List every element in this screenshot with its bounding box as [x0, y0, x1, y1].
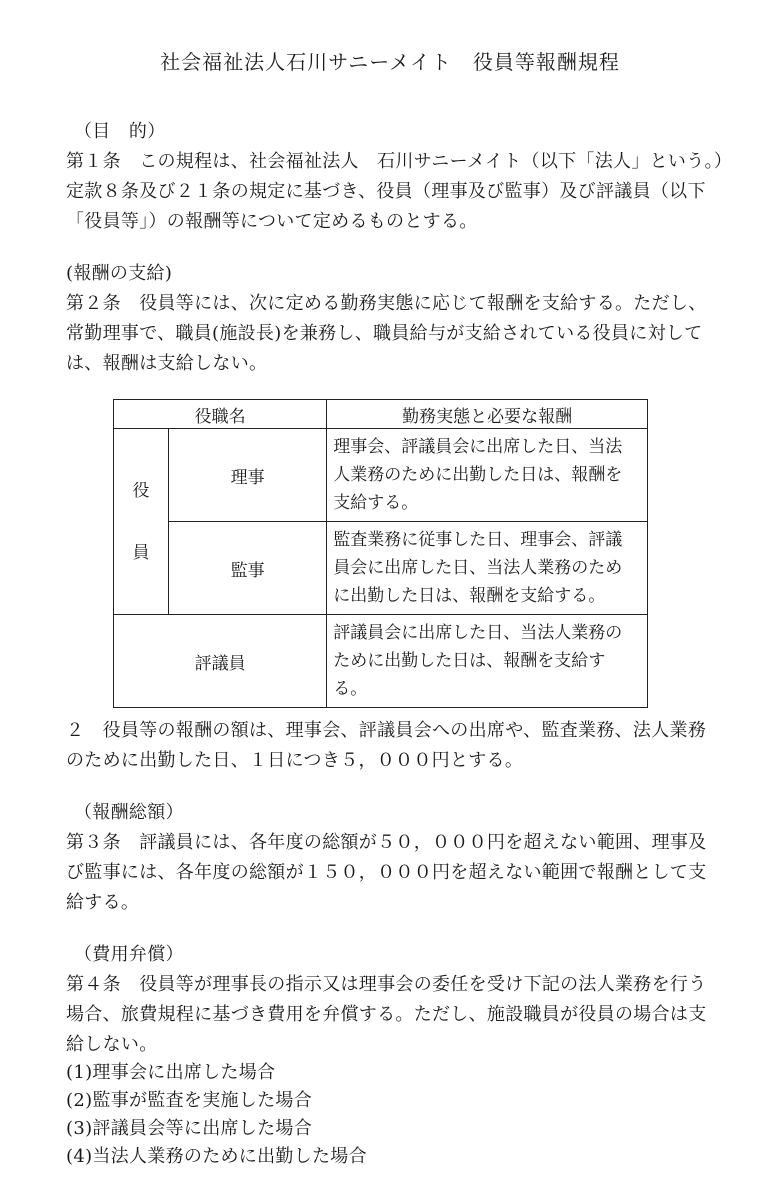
- table-desc-cell: [327, 615, 648, 708]
- remuneration-table: [113, 399, 648, 708]
- article-2-para2-line: ２ 役員等の報酬の額は、理事会、評議員会への出席や、監査業務、法人業務: [66, 720, 707, 741]
- article-1-line: 定款８条及び２１条の規定に基づき、役員（理事及び監事）及び評議員（以下: [66, 181, 706, 202]
- desc-line: 員会に出席した日、当法人業務のため: [333, 558, 623, 578]
- group-char: 役: [132, 480, 150, 501]
- article-1-line: 第１条 この規程は、社会福祉法人 石川サニーメイト（以下「法人」という。）: [66, 151, 733, 172]
- desc-line: 評議員会に出席した日、当法人業務の: [333, 623, 623, 643]
- article-3-line: び監事には、各年度の総額が１５０，０００円を超えない範囲で報酬として支: [66, 862, 707, 883]
- table-group-officers: [114, 429, 169, 615]
- group-char: 員: [132, 542, 150, 563]
- desc-line: ために出勤した日は、報酬を支給す: [333, 651, 606, 671]
- list-item: (1)理事会に出席した場合: [66, 1062, 276, 1083]
- table-header-position: 役職名: [114, 400, 327, 429]
- table-desc-cell: [327, 522, 648, 615]
- article-3-heading: （報酬総額）: [74, 802, 184, 823]
- table-role-cell: 理事: [169, 429, 327, 522]
- article-2-line: は、報酬は支給しない。: [66, 353, 268, 374]
- article-3-line: 第３条 評議員には、各年度の総額が５０，０００円を超えない範囲、理事及: [66, 832, 707, 853]
- article-2-para2-line: のために出勤した日、１日につき５，０００円とする。: [66, 750, 524, 771]
- article-4-line: 第４条 役員等が理事長の指示又は理事会の委任を受け下記の法人業務を行う: [66, 974, 707, 995]
- article-2-heading: (報酬の支給): [66, 263, 173, 284]
- desc-line: る。: [333, 679, 368, 699]
- document-title: 社会福祉法人石川サニーメイト 役員等報酬規程: [160, 50, 620, 74]
- article-4-heading: （費用弁償）: [74, 944, 184, 965]
- list-item: (2)監事が監査を実施した場合: [66, 1090, 312, 1111]
- desc-line: 監査業務に従事した日、理事会、評議: [333, 530, 623, 550]
- article-3-line: 給する。: [66, 892, 140, 913]
- article-2-line: 常勤理事で、職員(施設長)を兼務し、職員給与が支給されている役員に対して: [66, 323, 703, 344]
- table-header-remuneration: 勤務実態と必要な報酬: [327, 400, 648, 429]
- table-role-cell: 評議員: [114, 615, 327, 708]
- article-4-line: 場合、旅費規程に基づき費用を弁償する。ただし、施設職員が役員の場合は支: [66, 1004, 707, 1025]
- desc-line: 支給する。: [333, 493, 419, 513]
- article-4-line: 給しない。: [66, 1034, 158, 1055]
- desc-line: 理事会、評議員会に出席した日、当法: [333, 437, 623, 457]
- table-desc-cell: [327, 429, 648, 522]
- article-2-line: 第２条 役員等には、次に定める勤務実態に応じて報酬を支給する。ただし、: [66, 293, 707, 314]
- article-1-heading: （目 的）: [74, 121, 166, 142]
- table-role-cell: 監事: [169, 522, 327, 615]
- desc-line: 人業務のために出勤した日は、報酬を: [333, 465, 623, 485]
- desc-line: に出勤した日は、報酬を支給する。: [333, 586, 606, 606]
- list-item: (4)当法人業務のために出勤した場合: [66, 1146, 367, 1167]
- article-1-line: 「役員等」）の報酬等について定めるものとする。: [66, 211, 478, 232]
- list-item: (3)評議員会等に出席した場合: [66, 1118, 312, 1139]
